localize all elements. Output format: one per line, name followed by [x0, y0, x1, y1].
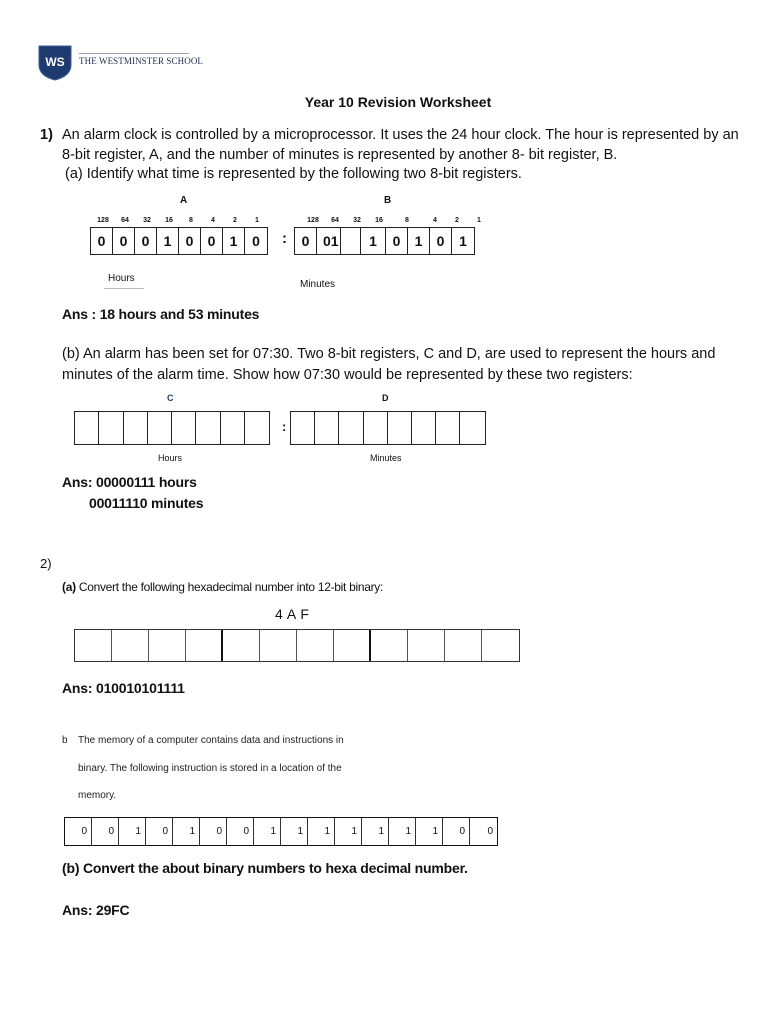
- binary-cell: 1: [362, 818, 389, 845]
- question-2-number: 2): [40, 556, 52, 571]
- register-b: [294, 227, 475, 255]
- register-b-bit: [341, 228, 361, 254]
- binary-cell: 1: [173, 818, 200, 845]
- q2-part-a-prompt: (a) Convert the following hexadecimal number into 12-bit binary:: [62, 580, 384, 594]
- hex-binary-grid: [74, 629, 520, 662]
- memory-text-line3: memory.: [78, 790, 117, 801]
- hours-label-b: Hours: [158, 453, 183, 463]
- q1-answer-a: Ans : 18 hours and 53 minutes: [62, 306, 260, 322]
- register-a-label: A: [180, 195, 188, 206]
- binary-cell: 0: [443, 818, 470, 845]
- q1-part-b-line1: (b) An alarm has been set for 07:30. Two 8-bit registers, C and D, are used to represent the hours and: [62, 346, 716, 362]
- binary-cell: 1: [308, 818, 335, 845]
- register-a-bit: 0: [252, 233, 260, 249]
- binary-cell: 1: [254, 818, 281, 845]
- logo-initials: WS: [45, 55, 65, 69]
- register-a-bit: 1: [223, 228, 245, 254]
- register-b-bit: 0: [295, 228, 317, 254]
- binary-cell: 0: [227, 818, 254, 845]
- register-a-bit: 0: [91, 228, 113, 254]
- register-a: [90, 227, 268, 255]
- q1-part-a-prompt: (a) Identify what time is represented by the following two 8-bit registers.: [65, 166, 522, 182]
- minutes-label-b: Minutes: [370, 453, 402, 463]
- register-colon-b: :: [282, 419, 287, 434]
- register-a-bit: 0: [135, 228, 157, 254]
- register-b-weights: 128 64 32 16 8 4 2 1: [307, 217, 481, 224]
- binary-cell: 1: [335, 818, 362, 845]
- memory-text-line2: binary. The following instruction is stored in a location of the: [78, 763, 342, 774]
- register-b-bit: 1: [459, 233, 467, 249]
- register-b-bit: 0: [386, 228, 408, 254]
- binary-cell: 1: [119, 818, 146, 845]
- register-c: [74, 411, 270, 445]
- binary-cell: 0: [146, 818, 173, 845]
- register-b-bit: 0: [430, 228, 452, 254]
- school-crest-icon: [38, 45, 72, 81]
- question-1-number: 1): [40, 127, 53, 143]
- binary-cell: 0: [200, 818, 227, 845]
- binary-cell: 1: [281, 818, 308, 845]
- q1-intro-line2: 8-bit register, A, and the number of minutes is represented by another 8- bit register, B.: [62, 147, 618, 163]
- q2-answer-b: Ans: 29FC: [62, 902, 130, 918]
- q1-answer-b-line1: Ans: 00000111 hours: [62, 474, 197, 490]
- register-d: [290, 411, 486, 445]
- page-title: Year 10 Revision Worksheet: [304, 94, 492, 110]
- q1-intro-line1: An alarm clock is controlled by a microprocessor. It uses the 24 hour clock. The hour is represented by an: [62, 127, 739, 143]
- q1-part-b-line2: minutes of the alarm time. Show how 07:30 would be represented by these two registers:: [62, 367, 633, 383]
- memory-text-line1: The memory of a computer contains data and instructions in: [78, 735, 344, 746]
- register-a-weights: 128 64 32 16 8 4 2 1: [97, 217, 259, 224]
- logo-divider: [79, 53, 189, 54]
- register-d-label: D: [382, 393, 389, 403]
- register-a-bit: 0: [179, 228, 201, 254]
- register-b-bit: 01: [317, 228, 341, 254]
- memory-instruction-grid: [64, 817, 498, 846]
- register-a-bit: 0: [113, 228, 135, 254]
- register-b-bit: 1: [408, 228, 430, 254]
- binary-cell: 1: [389, 818, 416, 845]
- register-b-label: B: [384, 195, 392, 206]
- register-c-label: C: [167, 393, 174, 403]
- school-name: THE WESTMINSTER SCHOOL: [79, 56, 204, 66]
- q1-answer-b-line2: 00011110 minutes: [89, 495, 204, 511]
- binary-cell: 0: [92, 818, 119, 845]
- q2-part-b-prompt: (b) Convert the about binary numbers to hexa decimal number.: [62, 860, 468, 876]
- hex-value: 4 A F: [275, 606, 310, 622]
- memory-part-marker: b: [62, 735, 68, 746]
- register-b-bit: 1: [361, 228, 386, 254]
- register-a-bit: 0: [201, 228, 223, 254]
- hours-label: Hours: [108, 273, 135, 284]
- hours-underline: [104, 288, 144, 289]
- minutes-label: Minutes: [300, 279, 336, 290]
- binary-cell: 0: [65, 818, 92, 845]
- register-colon: :: [282, 230, 287, 247]
- binary-cell: 0: [487, 826, 493, 837]
- register-a-bit: 1: [157, 228, 179, 254]
- binary-cell: 1: [416, 818, 443, 845]
- q2-answer-a: Ans: 010010101111: [62, 680, 185, 696]
